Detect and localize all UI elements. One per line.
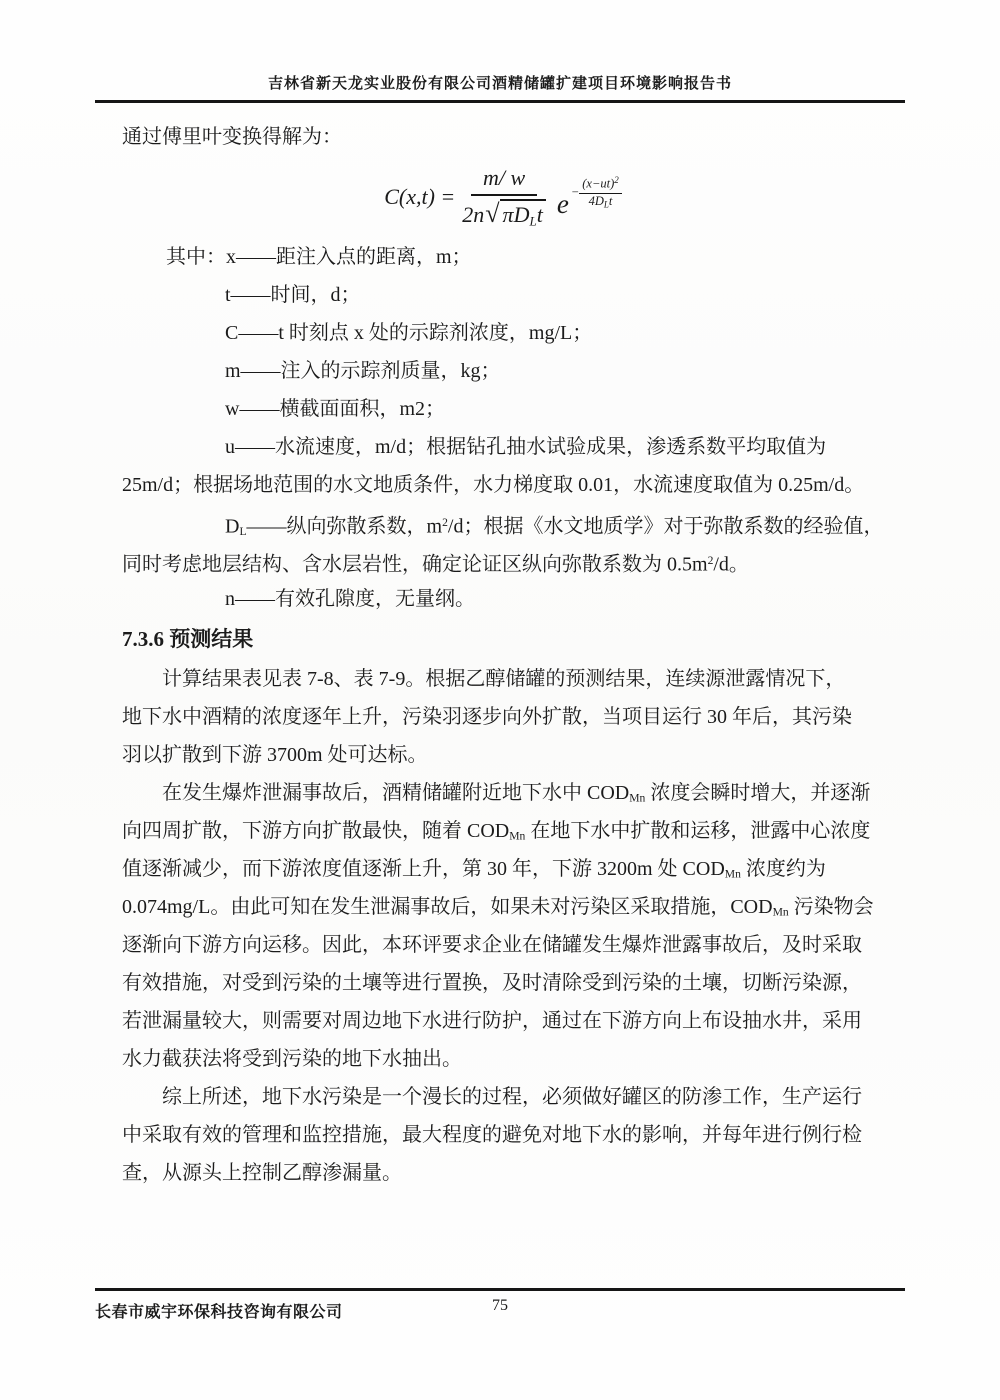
exponent-minus: −: [570, 184, 580, 199]
text-line: $D_L——$纵向弥散系数，$m^2/d$；根据《水文地质学》对于弥散系数的经验值，: [225, 515, 884, 538]
text-line: 有效措施，对受到污染的土壤等进行置换，及时清除受到污染的土壤，切断污染源，: [122, 972, 862, 994]
page-header: [95, 72, 905, 103]
text-line: 地下水中酒精的浓度逐年上升，污染羽逐步向外扩散，当项目运行 30 年后，其污染: [122, 706, 852, 728]
document-body: [122, 118, 884, 1192]
text-line: 计算结果表见表 7-8、表 7-9。根据乙醇储罐的预测结果，连续源泄露情况下，: [162, 668, 846, 690]
formula-block: [122, 156, 884, 238]
text-line: u——水流速度，m/d；根据钻孔抽水试验成果，渗透系数平均取值为: [225, 436, 827, 458]
section-heading: 7.3.6 预测结果: [122, 627, 254, 651]
formula-lhs: C(x,t) =: [384, 184, 456, 209]
text-line: m——注入的示踪剂质量，kg；: [225, 360, 501, 382]
text-line: 中采取有效的管理和监控措施，最大程度的避免对地下水的影响，并每年进行例行检: [122, 1124, 862, 1146]
radical-sign: √: [485, 198, 500, 228]
header-title: 吉林省新天龙实业股份有限公司酒精储罐扩建项目环境影响报告书: [267, 76, 732, 92]
text-line: 通过傅里叶变换得解为：: [122, 126, 342, 148]
exponential-term: [556, 174, 622, 219]
text-line: n——有效孔隙度，无量纲。: [225, 588, 475, 610]
footer-page-number: 75: [492, 1297, 508, 1314]
exponent-denominator: $4D_Lt$: [588, 193, 613, 209]
text-line: 向四周扩散，下游方向扩散最快，随着 $COD_{Mn}$ 在地下水中扩散和运移，泄露中心浓度: [122, 820, 871, 843]
formula-fraction: [462, 165, 546, 228]
radical-content: $\pi D_Lt$: [500, 199, 546, 229]
text-line: 综上所述，地下水污染是一个漫长的过程，必须做好罐区的防渗工作，生产运行: [162, 1086, 862, 1108]
text-line: w——横截面面积，m2；: [225, 398, 445, 420]
text-line: 25m/d；根据场地范围的水文地质条件，水力梯度取 0.01，水流速度取值为 0.25m/d。: [122, 474, 865, 496]
e-base: e: [556, 188, 569, 219]
text-line: 查，从源头上控制乙醇渗漏量。: [122, 1162, 402, 1184]
page-footer: [95, 1288, 905, 1321]
footer-company: 长春市威宇环保科技咨询有限公司: [95, 1304, 343, 1321]
text-line: 逐渐向下游方向运移。因此，本环评要求企业在储罐发生爆炸泄露事故后，及时采取: [122, 934, 862, 956]
text-line: 水力截获法将受到污染的地下水抽出。: [122, 1048, 462, 1070]
paragraph-lines: [122, 660, 884, 1192]
text-line: 0.074mg/L。由此可知在发生泄漏事故后，如果未对污染区采取措施，$COD_{Mn}$ 污染物会: [122, 896, 874, 919]
fraction-denominator: 2n √ $\pi D_Lt$: [462, 196, 546, 229]
text-line: 其中：x——距注入点的距离，m；: [166, 246, 472, 268]
fraction-numerator: m/ w: [471, 165, 537, 195]
text-line: 羽以扩散到下游 3700m 处可达标。: [122, 744, 428, 766]
text-line: C——t 时刻点 x 处的示踪剂浓度，mg/L；: [225, 322, 593, 344]
text-line: 若泄漏量较大，则需要对周边地下水进行防护，通过在下游方向上布设抽水井，采用: [122, 1010, 862, 1032]
text-line: t——时间，d；: [225, 284, 361, 306]
intro-lines: [122, 118, 884, 156]
text-line: 同时考虑地层结构、含水层岩性，确定论证区纵向弥散系数为 $0.5m^2/d$。: [122, 553, 749, 576]
exponent: [571, 175, 622, 211]
definition-lines: [122, 238, 884, 618]
text-line: 值逐渐减少，而下游浓度值逐渐上升，第 30 年，下游 3200m 处 $COD_{Mn}$ 浓度约为: [122, 858, 826, 881]
exponent-fraction: [579, 175, 622, 211]
exponent-numerator: $(x-ut)^2$: [579, 175, 622, 194]
text-line: 在发生爆炸泄漏事故后，酒精储罐附近地下水中 $COD_{Mn}$ 浓度会瞬时增大，并逐渐: [162, 782, 871, 805]
